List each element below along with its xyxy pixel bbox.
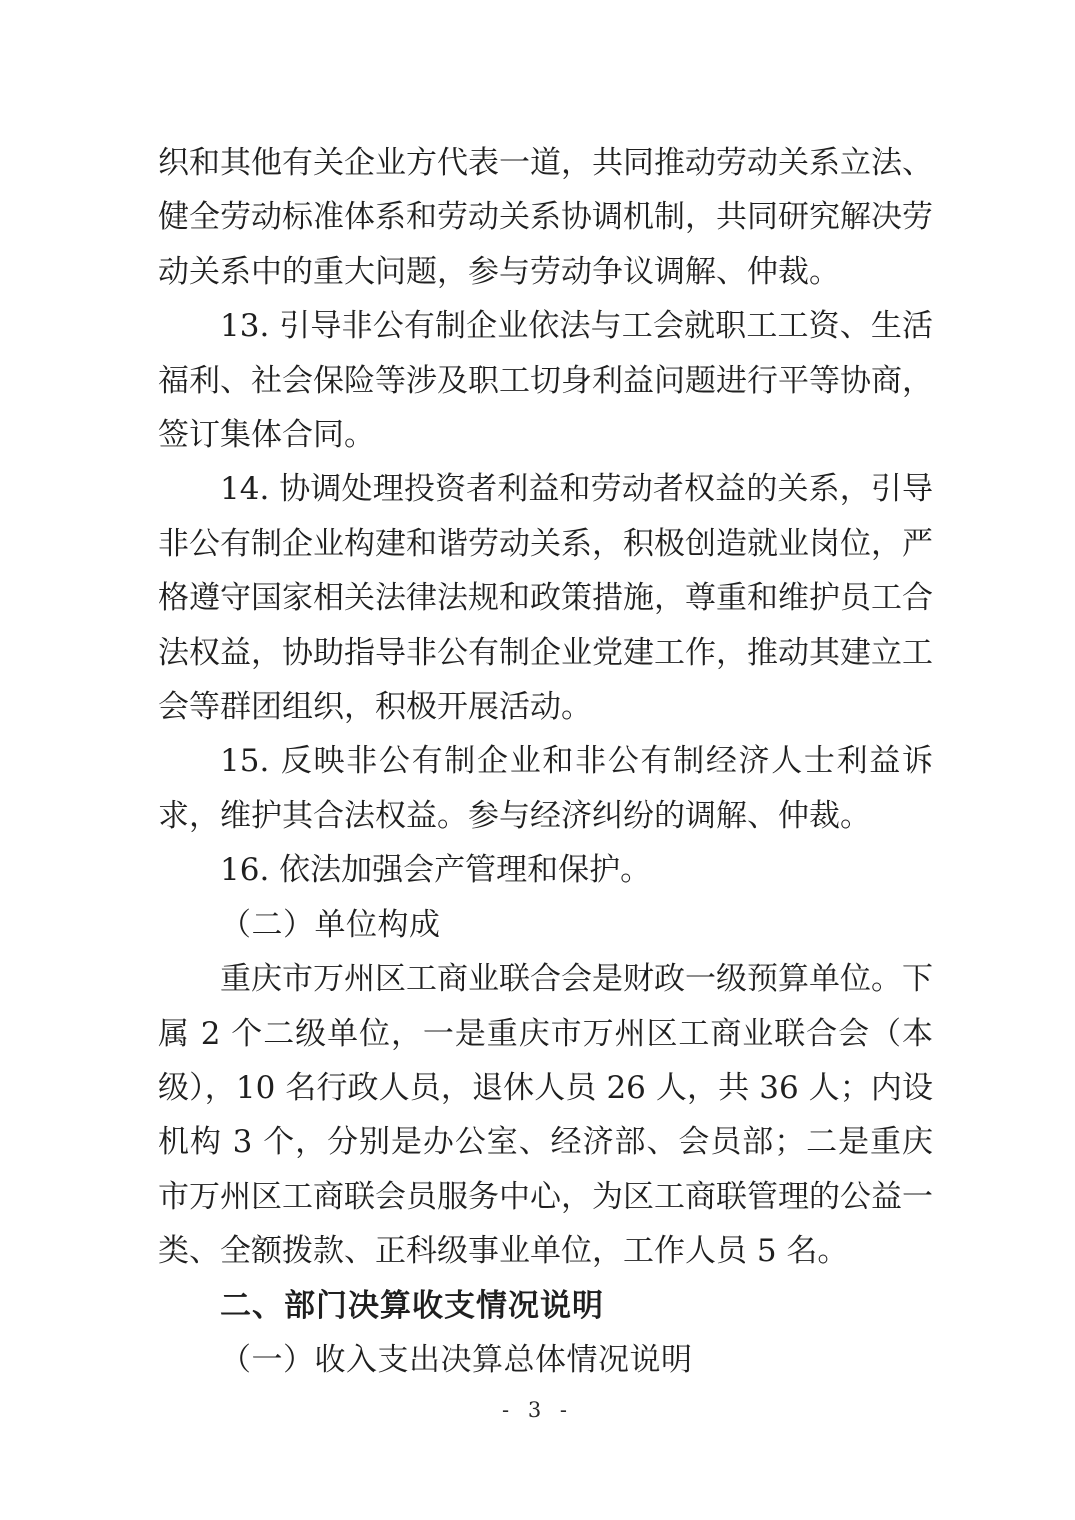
paragraph-item-16: 16. 依法加强会产管理和保护。 (220, 852, 652, 889)
section-heading-budget-explanation: 二、部门决算收支情况说明 (220, 1287, 604, 1324)
subsection-heading-unit-composition: （二）单位构成 (220, 906, 441, 943)
page-footer (0, 1398, 1075, 1422)
page-number: - 3 - (502, 1398, 573, 1422)
paragraph-item-13: 13. 引导非公有制企业依法与工会就职工工资、生活福利、社会保险等涉及职工切身利益问题进行平等协商，签订集体合同。 (158, 308, 933, 454)
paragraph-continuation: 织和其他有关企业方代表一道，共同推动劳动关系立法、健全劳动标准体系和劳动关系协调机制，共同研究解决劳动关系中的重大问题，参与劳动争议调解、仲裁。 (158, 145, 933, 290)
subsection-heading-income-expense-overview: （一）收入支出决算总体情况说明 (220, 1341, 693, 1378)
paragraph-item-14: 14. 协调处理投资者利益和劳动者权益的关系，引导非公有制企业构建和谐劳动关系，积极创造就业岗位，严格遵守国家相关法律法规和政策措施，尊重和维护员工合法权益，协助指导非公有制企业党建工作，推动其建立工会等群团组织，积极开展活动。 (158, 471, 933, 726)
paragraph-unit-composition: 重庆市万州区工商业联合会是财政一级预算单位。下属 2 个二级单位，一是重庆市万州区工商业联合会（本级），10 名行政人员，退休人员 26 人，共 36 人；内设机构 3 个，分别是办公室、经济部、会员部；二是重庆市万州区工商联会员服务中心，为区工商联管理的公益一类、全额拨款、正科级事业单位，工作人员 5 名。 (158, 961, 933, 1270)
paragraph-item-15: 15. 反映非公有制企业和非公有制经济人士利益诉求，维护其合法权益。参与经济纠纷的调解、仲裁。 (158, 743, 933, 834)
document-body (158, 136, 933, 1387)
